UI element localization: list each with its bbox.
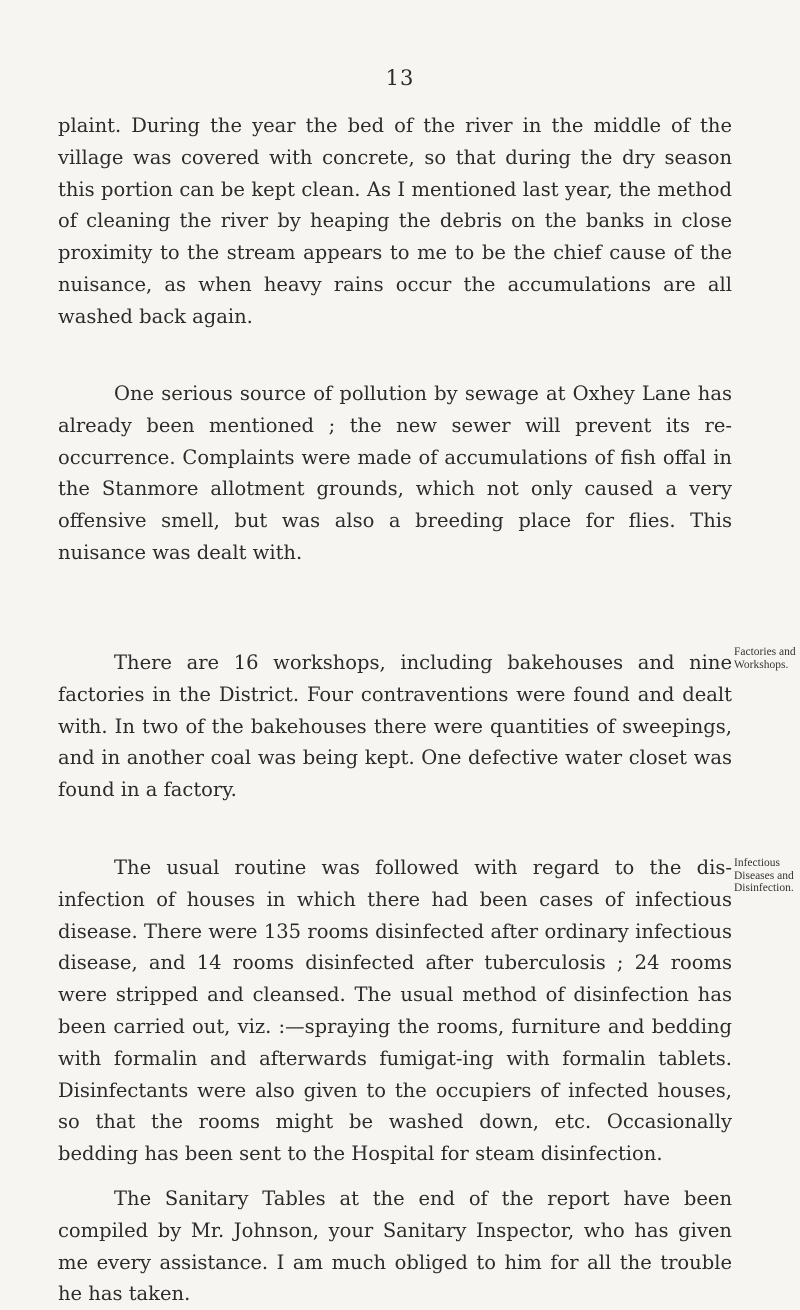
margin-note-factories: Factories and Workshops. <box>734 646 796 671</box>
paragraph-river-cleaning: plaint. During the year the bed of the river in the middle of the village was covered with concrete, so that during the dry season this portion can be kept clean. As I mentioned last year, the method of cleaning the river by heaping the debris on the banks in close proximity to the stream appears to me to be the chief cause of the nuisance, as when heavy rains occur the accumulations are all washed back again. <box>58 114 732 328</box>
paragraph-sewage-pollution: One serious source of pollution by sewage at Oxhey Lane has already been mentioned ; the new sewer will prevent its re-occurrence. Complaints were made of accumulations of fish offal in the Stanmore allotment grounds, which not only caused a very offensive smell, but was also a breeding place for flies. This nuisance was dealt with. <box>58 382 732 564</box>
paragraph-factories-workshops: There are 16 workshops, including bakehouses and nine factories in the District. Four contraventions were found and dealt with. In two of the bakehouses there were quantities of sweepings, and in another coal was being kept. One defective water closet was found in a factory. <box>58 651 732 802</box>
page-number: 13 <box>385 66 415 90</box>
margin-note-infectious-diseases: Infectious Diseases and Disinfection. <box>734 857 794 894</box>
paragraph-disinfection: The usual routine was followed with regard to the dis-infection of houses in which there had been cases of infectious disease. There were 135 rooms disinfected after ordinary infectious disease, and 14 rooms disinfected after tuberculosis ; 24 rooms were stripped and cleansed. The usual method of disinfection has been carried out, viz. :—spraying the rooms, furniture and bedding with formalin and afterwards fumigat-ing with formalin tablets. Disinfectants were also given to the occupiers of infected houses, so that the rooms might be washed down, etc. Occasionally bedding has been sent to the Hospital for steam disinfection. <box>58 856 732 1166</box>
paragraph-sanitary-tables: The Sanitary Tables at the end of the report have been compiled by Mr. Johnson, your Sanitary Inspector, who has given me every assistance. I am much obliged to him for all the trouble he has taken. <box>58 1187 732 1306</box>
